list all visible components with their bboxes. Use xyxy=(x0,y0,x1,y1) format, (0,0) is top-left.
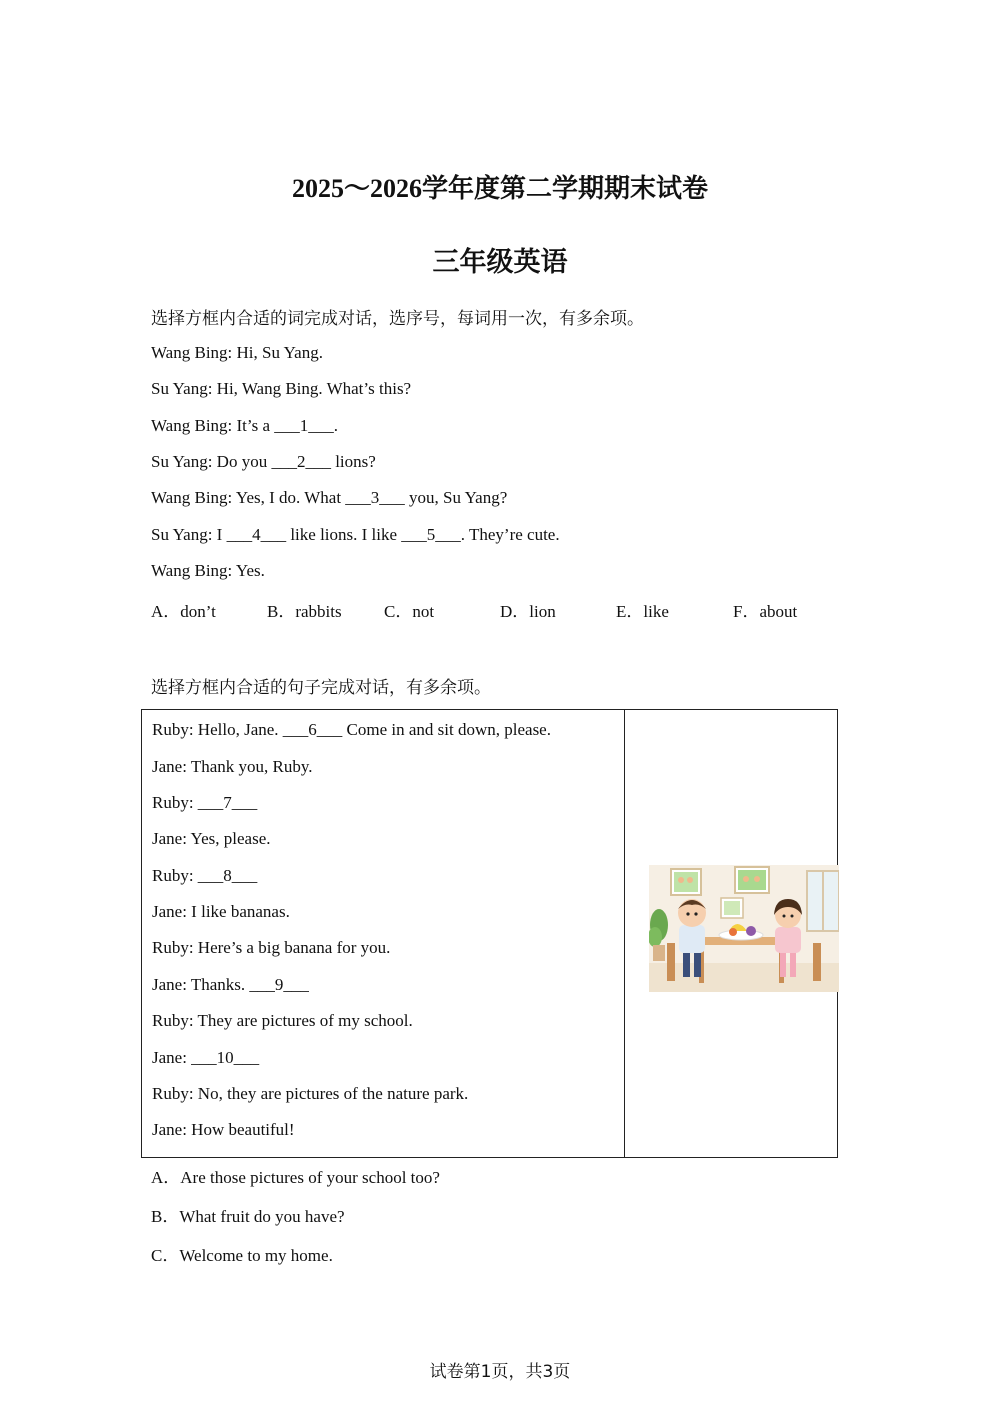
word-option-f: F．about xyxy=(733,602,798,621)
sentence-option-b: B．What fruit do you have? xyxy=(151,1207,345,1226)
dialogue-line: Wang Bing: It’s a ___1___. xyxy=(151,416,339,435)
dialogue-line: Jane: Thank you, Ruby. xyxy=(152,757,313,776)
dialogue-line: Wang Bing: Yes, I do. What ___3___ you, Su Yang? xyxy=(151,488,508,507)
section1-instruction: 选择方框内合适的词完成对话，选序号，每词用一次，有多余项。 xyxy=(151,309,644,329)
page-footer: 试卷第1页，共3页 xyxy=(429,1362,571,1382)
dialogue-line: Ruby: ___7___ xyxy=(152,793,258,812)
dialogue-line: Jane: Yes, please. xyxy=(152,829,271,848)
word-option-c: C．not xyxy=(384,602,435,621)
dialogue-line: Jane: How beautiful! xyxy=(152,1120,295,1139)
exam-subtitle: 三年级英语 xyxy=(432,247,568,277)
exam-title: 2025～2026学年度第二学期期末试卷 xyxy=(291,174,708,203)
word-option-d: D．lion xyxy=(500,602,556,621)
section2-instruction: 选择方框内合适的句子完成对话，有多余项。 xyxy=(151,678,491,698)
dialogue-line: Wang Bing: Yes. xyxy=(151,561,265,580)
dialogue-line: Su Yang: Do you ___2___ lions? xyxy=(151,452,376,471)
dialogue-line: Jane: Thanks. ___9___ xyxy=(152,975,309,994)
dialogue-line: Jane: ___10___ xyxy=(152,1048,260,1067)
dialogue-box xyxy=(141,709,838,1158)
dialogue-line: Su Yang: Hi, Wang Bing. What’s this? xyxy=(151,379,412,398)
dialogue-line: Su Yang: I ___4___ like lions. I like ___5___. They’re cute. xyxy=(151,525,560,544)
dialogue-line: Ruby: No, they are pictures of the nature park. xyxy=(152,1084,469,1103)
dialogue-line: Jane: I like bananas. xyxy=(152,902,290,921)
dialogue-line: Ruby: Hello, Jane. ___6___ Come in and sit down, please. xyxy=(152,720,551,739)
word-option-a: A．don’t xyxy=(151,602,216,621)
dialogue-line: Ruby: Here’s a big banana for you. xyxy=(152,938,391,957)
dialogue-line: Ruby: ___8___ xyxy=(152,866,258,885)
sentence-option-a: A．Are those pictures of your school too? xyxy=(151,1168,440,1187)
sentence-option-c: C．Welcome to my home. xyxy=(151,1246,333,1265)
word-option-b: B．rabbits xyxy=(267,602,342,621)
dialogue-line: Wang Bing: Hi, Su Yang. xyxy=(151,343,323,362)
children-at-table-illustration xyxy=(649,865,839,992)
word-option-e: E．like xyxy=(616,602,669,621)
dialogue-line: Ruby: They are pictures of my school. xyxy=(152,1011,413,1030)
box-divider xyxy=(624,710,625,1157)
